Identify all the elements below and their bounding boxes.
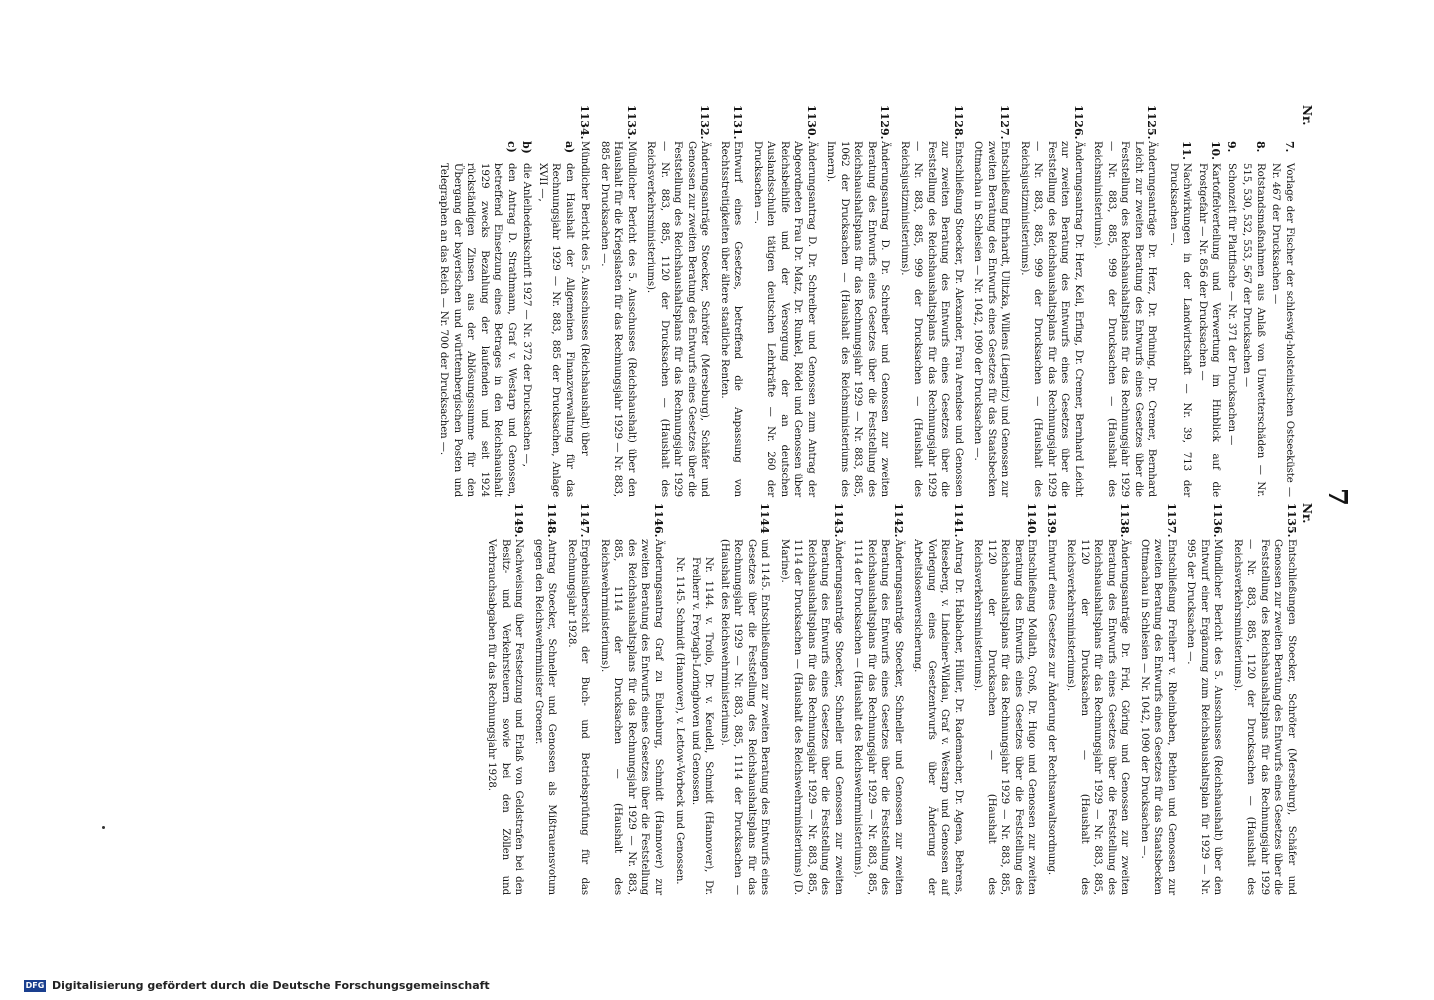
list-item — [824, 105, 892, 497]
item-number: 1144 — [758, 503, 772, 534]
list-item — [851, 503, 905, 895]
item-number: 1129. — [878, 105, 892, 140]
sub-item — [520, 141, 534, 497]
item-text: Mündlicher Bericht des 5. Ausschusses (Reichshaushalt) über den Entwurf einer Ergänzung zum Reichshaushaltsplan für 1929 — Nr. 995 der Drucksachen —. — [1185, 539, 1224, 895]
list-item — [1184, 503, 1225, 895]
sub-item — [1196, 141, 1223, 497]
item-text: Antrag Dr. Hablacher, Hüller, Dr. Rademacher, Dr. Agena, Behrens, Rieseberg, v. Lindeiner-Wildau, Graf v. Westarp und Genossen auf Vorlegung eines Gesetzentwurfs über Änderung der Arbeitslosenversicherung. — [912, 539, 964, 895]
list-item — [1091, 105, 1159, 497]
list-item — [1064, 503, 1132, 895]
column-header: Nr. — [1300, 503, 1314, 524]
sub-item-number — [689, 539, 716, 557]
list-item — [671, 503, 772, 895]
item-text: Entwurf eines Gesetzes zur Änderung der Rechtsanwaltsordnung. — [1046, 539, 1057, 876]
item-number: 1143. — [832, 503, 845, 538]
right-column — [479, 503, 1316, 895]
item-number: 1130. — [805, 105, 818, 140]
item-number: 1134. — [578, 105, 592, 140]
item-body — [911, 539, 965, 895]
footer-credit: Digitalisierung gefördert durch die Deutsche Forschungsgemeinschaft — [52, 979, 490, 992]
item-number: 1126. — [1072, 105, 1085, 140]
sub-item-text: Kartoffelverteilung und Verwertung im Hinblick auf die Frostgefahr — Nr. 856 der Drucksachen — — [1197, 163, 1222, 497]
list-item — [598, 105, 639, 497]
item-body — [1138, 539, 1179, 895]
item-text: Entschließung Mollath, Groß, Dr. Hugo und Genossen zur zweiten Beratung des Entwurfs eines Gesetzes über die Feststellung des Reichshaushaltsplans für das Rechnungsjahr 1929 — Nr. 883, 885, 1120 der Drucksachen — (Haushalt des Reichsverkehrsministeriums). — [972, 539, 1038, 895]
item-body — [851, 539, 905, 895]
sub-item-number: 7. — [1283, 141, 1296, 153]
item-body — [718, 141, 745, 497]
item-number: 1127. — [998, 105, 1012, 140]
item-number: 1141. — [952, 503, 965, 538]
list-item — [718, 105, 745, 497]
item-body — [778, 539, 846, 895]
list-item — [1165, 105, 1299, 497]
sub-item — [536, 141, 577, 497]
sub-item-number: a) — [563, 141, 576, 154]
item-number: 1138. — [1118, 503, 1132, 538]
item-number: 1149. — [512, 503, 526, 538]
item-text: Mündlicher Bericht des 5. Ausschusses (Reichshaushalt) über — [579, 141, 591, 456]
sub-item — [1269, 141, 1296, 497]
sub-item-text: Rotstandsmaßnahmen aus Anlaß von Unwetterschäden — Nr. 515, 530, 532, 553, 567 der Drucksachen — — [1241, 163, 1266, 497]
item-number: 1132. — [698, 105, 712, 140]
item-text: Entschließungen Stoecker, Schröter (Merseburg), Schäfer und Genossen zur zweiten Beratung des Entwurfs eines Gesetzes über die Feststellung des Reichshaushaltsplans für das Rechnungsjahr 1929 — Nr. 883, 885, 1120 der Drucksachen — (Haushalt des Reichsverkehrsministeriums). — [1232, 539, 1297, 895]
item-text: Änderungsanträge Dr. Frid, Göring und Genossen zur zweiten Beratung des Entwurfs eines Gesetzes über die Feststellung des Reichshaushaltsplans für das Rechnungsjahr 1929 — Nr. 883, 885, 1120 der Drucksachen — (Haushalt des Reichsverkehrsministeriums). — [1065, 539, 1131, 895]
item-text: Änderungsanträge Stoecker, Schneller und Genossen zur zweiten Beratung des Entwurfs eines Gesetzes über die Feststellung des Reichshaushaltsplans für das Rechnungsjahr 1929 — Nr. 883, 885, 1114 der Drucksachen — (Haushalt des Reichswehrministeriums) (D. Marine). — [779, 539, 844, 895]
item-body — [824, 141, 892, 497]
item-text: Entwurf eines Gesetzes, betreffend die Anpassung von Rechtsstreitigkeiten über ältere staatliche Renten. — [719, 141, 744, 497]
item-body — [1018, 141, 1086, 497]
item-body — [971, 539, 1039, 895]
sub-item-text: Nachwirkungen in der Landwirtschaft — Nr. 39, 713 der Drucksachen —. — [1168, 163, 1193, 497]
item-number: 1140. — [1025, 503, 1039, 538]
item-text: Änderungsanträge Stoecker, Schneller und Genossen zur zweiten Beratung des Entwurfs eines Gesetzes über die Feststellung des Reichshaushaltsplans für das Rechnungsjahr 1929 — Nr. 883, 885, 1114 der Drucksachen — (Haushalt des Reichswehrministeriums). — [852, 539, 904, 895]
list-item — [898, 105, 966, 497]
item-body — [532, 539, 559, 895]
sub-item-number: c) — [505, 141, 518, 153]
sub-item-text: Vorlage der Fischer der schleswig-holsteinischen Ostseeküste — Nr. 467 der Drucksachen — — [1270, 163, 1295, 497]
item-number: 1146. — [652, 503, 665, 538]
sub-item-number: b) — [520, 141, 534, 154]
list-item — [971, 503, 1039, 895]
list-item — [971, 105, 1012, 497]
list-item — [532, 503, 559, 895]
item-number — [1165, 105, 1299, 141]
sub-item-text: den Antrag D. Strathmann, Graf v. Westarp und Genossen, betreffend Einsetzung eines Betrages in den Reichshaushalt 1929 zwecks Bezahlung der laufenden und seit 1924 rückständigen Zinsen aus der Ablösungssumme für den Übergang der bayerischen und württembergischen Posten und Telegraphen an das Reich — Nr. 700 der Drucksachen —. — [438, 163, 517, 497]
item-number: 1125. — [1145, 105, 1159, 140]
item-text: Änderungsantrag Graf zu Eulenburg, Schmidt (Hannover) zur zweiten Beratung des Entwurfs eines Gesetzes über die Feststellung des Reichshaushaltsplans für das Rechnungsjahr 1929 — Nr. 883, 885, 1114 der Drucksachen — (Haushalt des Reichswehrministeriums). — [599, 539, 664, 895]
sub-item — [1240, 141, 1267, 497]
item-body — [598, 539, 666, 895]
item-number: 1142. — [892, 503, 905, 538]
item-body — [898, 141, 966, 497]
item-text: Änderungsanträge Dr. Herz, Dr. Brüning, Dr. Cremer, Bernhard Leicht zur zweiten Beratung des Entwurfs eines Gesetzes über die Feststellung des Reichshaushaltsplans für das Rechnungsjahr 1929 — Nr. 883, 885, 999 der Drucksachen — (Haushalt des Reichsministeriums). — [1092, 141, 1158, 497]
item-body — [1231, 539, 1299, 895]
item-text: Entschließung Stoecker, Dr. Alexander, Frau Arendsee und Genossen zur zweiten Beratung des Entwurfs eines Gesetzes über die Feststellung des Reichshaushaltsplans für das Rechnungsjahr 1929 — Nr. 883, 885, 999 der Drucksachen — (Haushalt des Reichsjustizministeriums). — [899, 141, 964, 497]
sub-list — [437, 141, 576, 497]
item-text: Änderungsanträge Stoecker, Schröter (Merseburg), Schäfer und Genossen zur zweiten Beratung des Entwurfs eines Gesetzes über die Feststellung des Reichshaushaltsplans für das Rechnungsjahr 1929 — Nr. 883, 885, 1120 der Drucksachen — (Haushalt des Reichsverkehrsministeriums). — [645, 141, 711, 497]
sub-item-number: 10. — [1209, 141, 1223, 160]
sub-item — [673, 539, 687, 895]
list-item — [644, 105, 712, 497]
item-text: Änderungsantrag Dr. Herz, Keil, Erfing, Dr. Cremer, Bernhard Leicht zur zweiten Beratung des Entwurfs eines Gesetzes über die Feststellung des Reichshaushaltsplans für das Rechnungsjahr 1929 — Nr. 883, 885, 999 der Drucksachen — (Haushalt des Reichsjustizministeriums). — [1019, 141, 1084, 497]
item-body — [644, 141, 712, 497]
item-body — [1091, 141, 1159, 497]
page-footer — [24, 979, 490, 992]
sub-item-text: Schonzeit für Plattfische — Nr. 371 der Drucksachen — — [1226, 163, 1237, 446]
item-body — [598, 141, 639, 497]
sub-item-text: die Anleihedenkschrift 1927 — Nr. 372 der Drucksachen —, — [521, 163, 533, 467]
sub-item — [1225, 141, 1239, 497]
item-text: Nachweisung über Festsetzung und Erlaß von Geldstrafen bei den Besitz- und Verkehrsteuern sowie bei den Zöllen und Verbrauchsabgaben für das Rechnungsjahr 1928. — [486, 539, 525, 895]
item-number: 1131. — [731, 105, 745, 140]
list-item — [751, 105, 819, 497]
item-text: Mündlicher Bericht des 5. Ausschusses (Reichshaushalt) über den Haushalt für die Kriegslasten für das Rechnungsjahr 1929 — Nr. 883, 885 der Drucksachen —. — [599, 141, 637, 497]
item-body — [485, 539, 526, 895]
item-body — [1165, 141, 1299, 497]
item-body — [435, 141, 592, 497]
sub-item-number — [673, 539, 687, 557]
sub-item — [689, 539, 716, 895]
sub-list — [673, 539, 716, 895]
list-item — [565, 503, 592, 895]
list-item — [1231, 503, 1299, 895]
column-header: Nr. — [1300, 105, 1314, 126]
sub-item-text: Nr. 1144. v. Troilo, Dr. v. Keudell, Schmidt (Hannover), Dr. Freiherr v. Freytagh-Loringhoven und Genossen. — [690, 557, 715, 895]
list-item — [1018, 105, 1086, 497]
item-body — [971, 141, 1012, 497]
item-number: 1133. — [625, 105, 638, 140]
item-number: 1137. — [1165, 503, 1178, 538]
sub-list — [1167, 141, 1297, 497]
list-item — [485, 503, 526, 895]
list-item — [911, 503, 965, 895]
item-number: 1128. — [952, 105, 965, 140]
item-text: Änderungsantrag D. Dr. Schreiber und Genossen zum Antrag der Abgeordneten Frau Dr. Matz, Dr. Runkel, Rödel und Genossen über Reichsbeihilfe und der Versorgung der an deutschen Auslandsschulen tätigen deutschen Lehrkräfte — Nr. 260 der Drucksachen —. — [752, 141, 817, 497]
sub-item-number: 11. — [1180, 141, 1194, 160]
scan-speck — [102, 826, 105, 829]
left-column — [429, 105, 1316, 497]
sub-item-number: 8. — [1254, 141, 1267, 153]
item-number: 1136. — [1211, 503, 1225, 538]
list-item — [1138, 503, 1179, 895]
item-body — [671, 539, 772, 895]
item-number: 1148. — [545, 503, 559, 538]
item-text: Änderungsantrag D. Dr. Schreiber und Genossen zur zweiten Beratung des Entwurfs eines Gesetzes über die Feststellung des Reichshaushaltsplans für das Rechnungsjahr 1929 — Nr. 883, 885, 1062 der Drucksachen — (Haushalt des Reichsministeriums des Innern). — [825, 141, 891, 497]
sub-item-text: Nr. 1145. Schmidt (Hannover), v. Lettow-Vorbeck und Genossen. — [674, 557, 686, 885]
list-item — [778, 503, 846, 895]
page-number: 7 — [1322, 488, 1352, 507]
item-text: und 1145. Entschließungen zur zweiten Beratung des Entwurfs eines Gesetzes über die Feststellung des Reichshaushaltsplans für das Rechnungsjahr 1929 — Nr. 883, 885, 1114 der Drucksachen — (Haushalt des Reichswehrministeriums). — [719, 539, 771, 895]
item-number: 1147. — [578, 503, 592, 538]
sub-item — [1167, 141, 1194, 497]
item-text: Antrag Stoecker, Schneller und Genossen als Mißtrauensvotum gegen den Reichswehrminister Groener. — [533, 539, 558, 895]
dfg-logo: DFG — [25, 980, 45, 990]
list-item — [1045, 503, 1059, 895]
item-text: Ergebnisübersicht der Buch- und Betriebsprüfung für das Rechnungsjahr 1928. — [566, 539, 591, 895]
item-body — [1064, 539, 1132, 895]
sub-item-text: den Haushalt der Allgemeinen Finanzverwaltung für das Rechnungsjahr 1929 — Nr. 883, 885 der Drucksachen, Anlage XVII —, — [537, 163, 575, 497]
list-item — [435, 105, 592, 497]
item-text: Entschließung Ehrhardt, Ulitzka, Willens (Liegnitz) und Genossen zur zweiten Beratung des Entwurfs eines Gesetzes für das Staatsbecken Ottmachau in Schlesien — Nr. 1042, 1090 der Drucksachen —. — [972, 141, 1011, 497]
item-body — [1184, 539, 1225, 895]
item-text: Entschließung Freiherr v. Rheinbaben, Bethien und Genossen zur zweiten Beratung des Entwurfs eines Gesetzes für das Staatsbecken Ottmachau in Schlesien — Nr. 1042, 1090 der Drucksachen —. — [1139, 539, 1177, 895]
list-item — [598, 503, 666, 895]
sub-item — [437, 141, 518, 497]
item-body — [1045, 539, 1059, 895]
sub-item-number: 9. — [1225, 141, 1238, 153]
item-number: 1135. — [1285, 503, 1298, 538]
item-number: 1139. — [1045, 503, 1058, 538]
item-body — [751, 141, 819, 497]
item-body — [565, 539, 592, 895]
